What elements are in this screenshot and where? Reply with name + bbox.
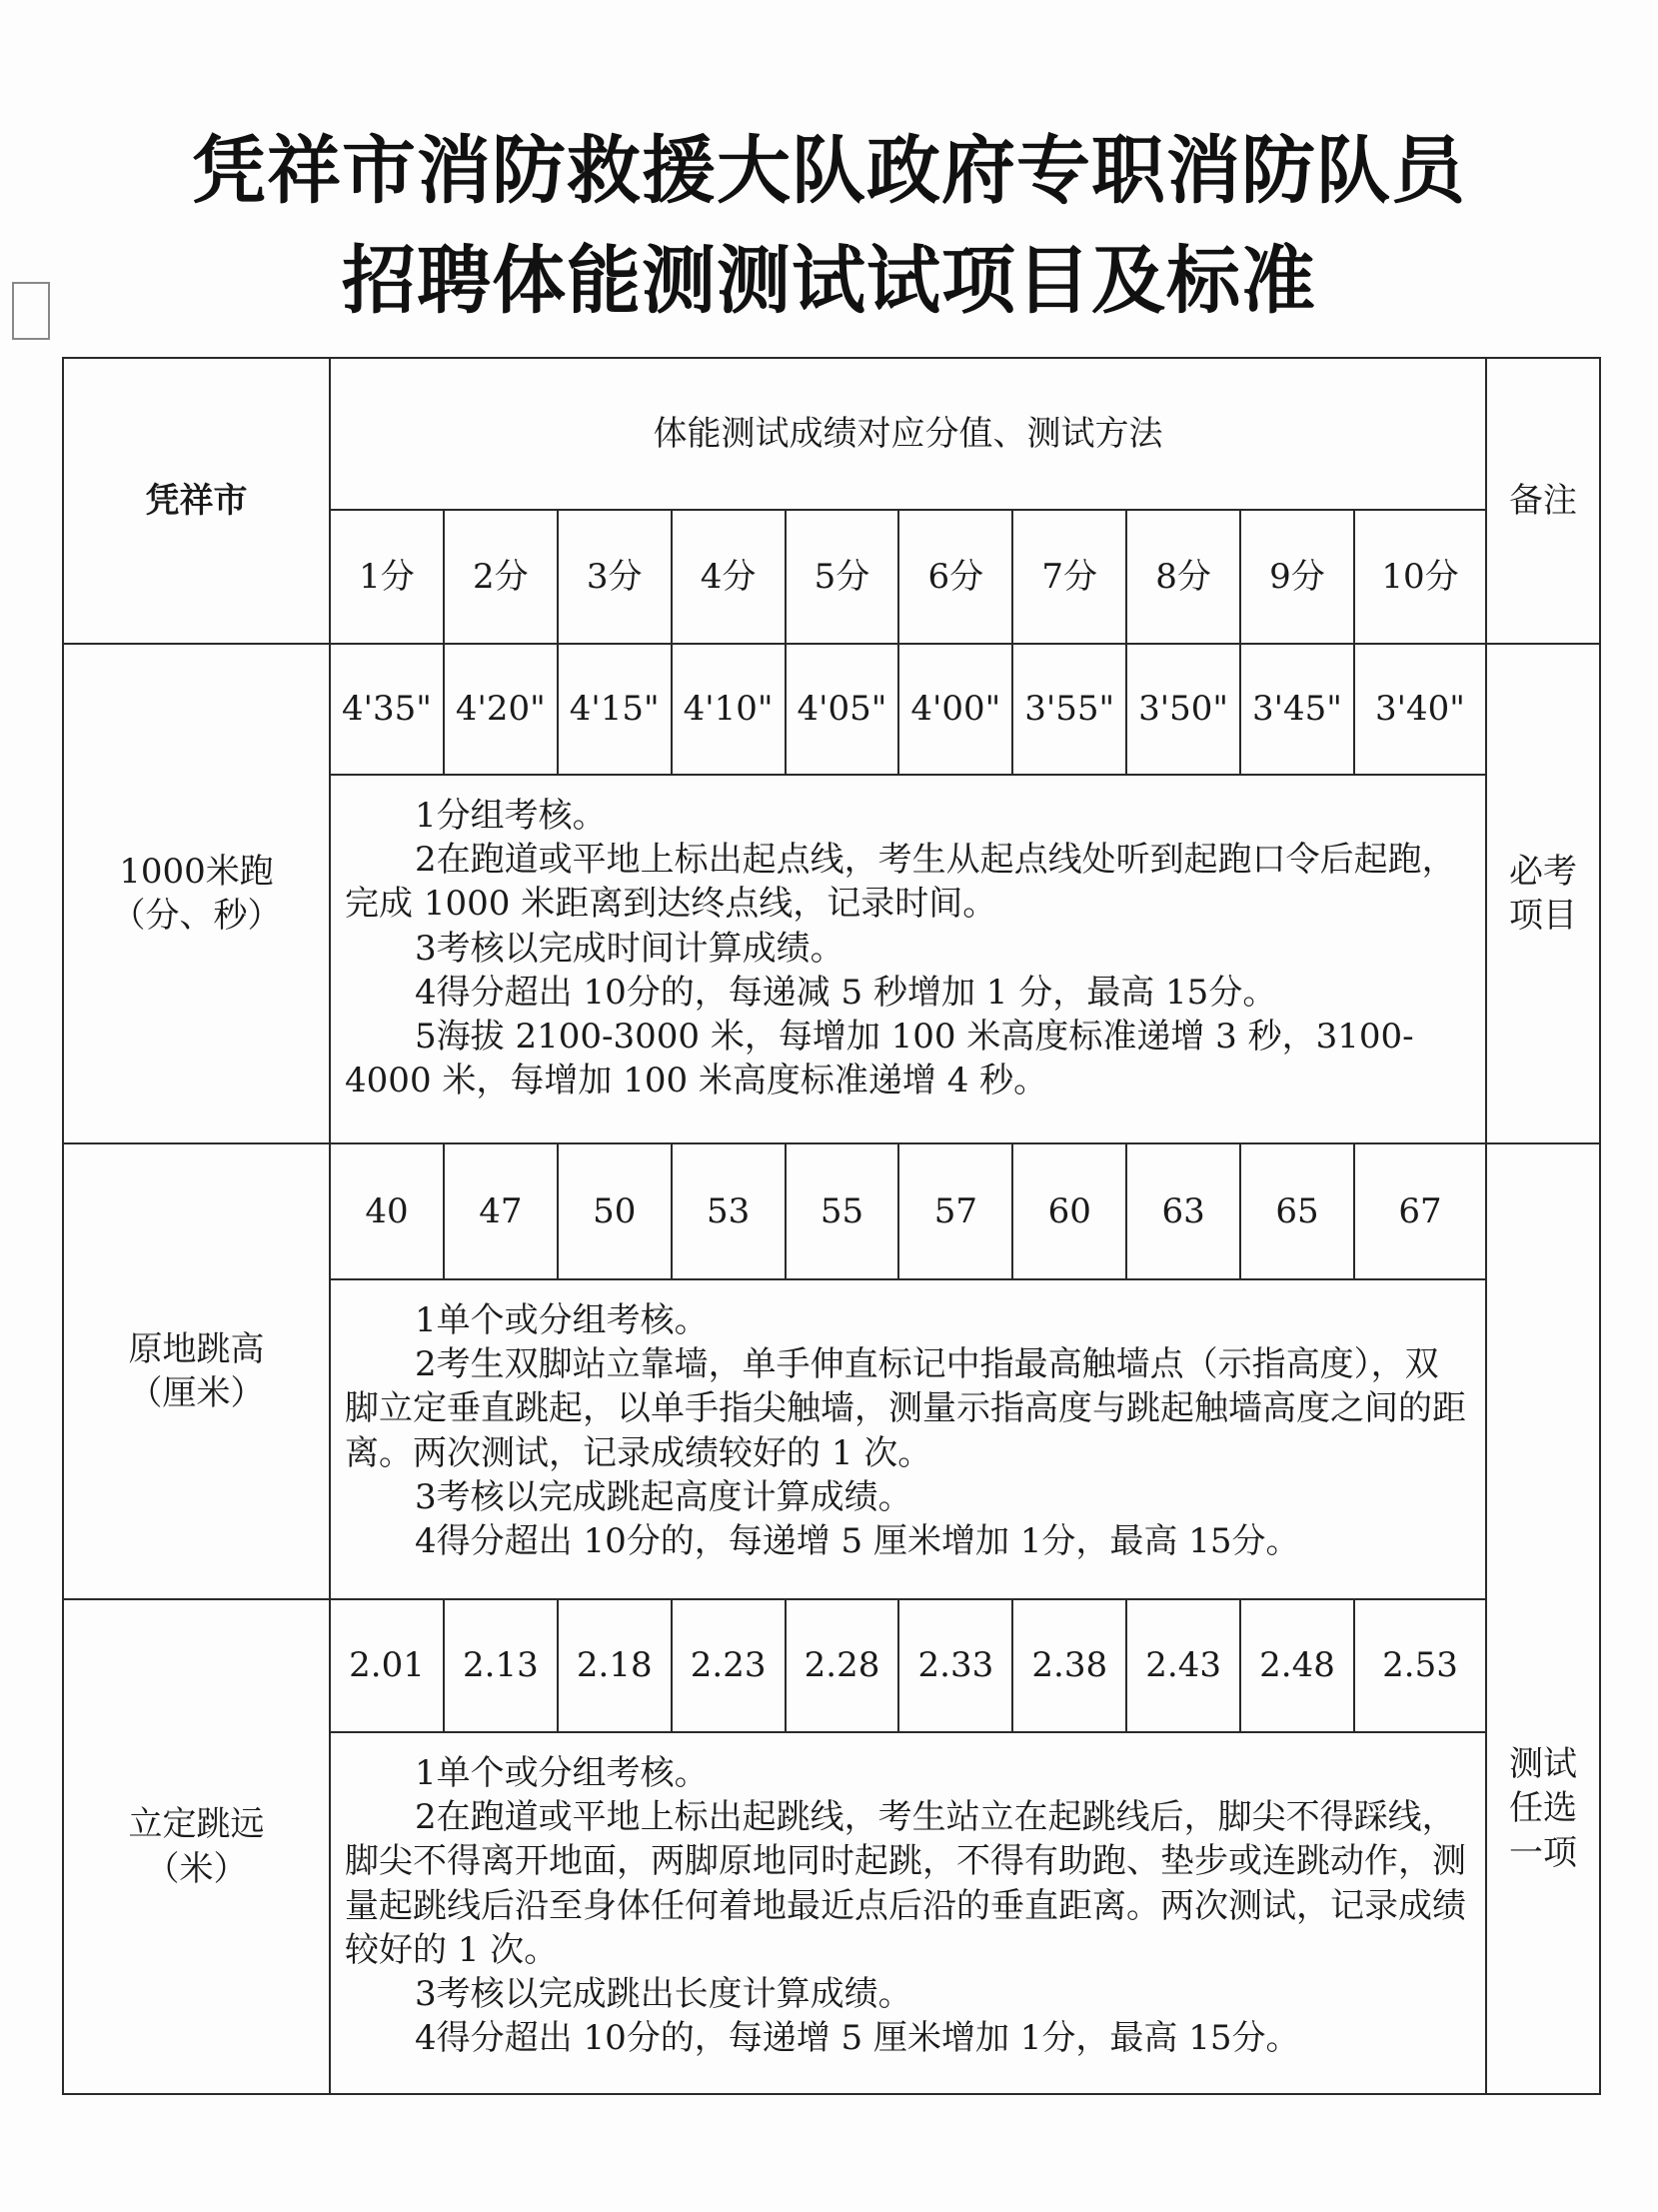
note-line: 必考 [1509, 851, 1578, 892]
score-header: 3分 [558, 510, 672, 644]
score-value: 57 [898, 1143, 1012, 1279]
score-value: 3'40" [1354, 644, 1486, 775]
score-header: 5分 [786, 510, 899, 644]
score-value: 67 [1354, 1143, 1486, 1279]
table-header: 体能测试成绩对应分值、测试方法 [330, 358, 1486, 510]
item-name-line: 1000米跑 [119, 851, 274, 892]
score-value: 47 [444, 1143, 558, 1279]
score-header: 2分 [444, 510, 558, 644]
score-value: 4'15" [558, 644, 672, 775]
document-title-line2: 招聘体能测测试试项目及标准 [342, 238, 1316, 324]
note-optional [1486, 1143, 1600, 2094]
score-value: 2.53 [1354, 1599, 1486, 1732]
score-value: 40 [330, 1143, 444, 1279]
score-header: 8分 [1126, 510, 1240, 644]
item-name-long-jump [63, 1599, 330, 2094]
method-step: 1单个或分组考核。 [415, 1753, 709, 1793]
score-value: 2.28 [786, 1599, 899, 1732]
method-step: 4得分超出 10分的，每递增 5 厘米增加 1分，最高 15分。 [415, 1520, 1300, 1561]
method-step: 3考核以完成跳起高度计算成绩。 [415, 1476, 912, 1517]
score-value: 4'00" [898, 644, 1012, 775]
score-value: 3'45" [1240, 644, 1354, 775]
score-value: 60 [1012, 1143, 1126, 1279]
score-value: 2.23 [672, 1599, 786, 1732]
method-step: 1单个或分组考核。 [415, 1300, 709, 1340]
score-value: 2.01 [330, 1599, 444, 1732]
item-unit-line: （厘米） [128, 1373, 265, 1413]
score-value: 2.33 [898, 1599, 1012, 1732]
score-header: 1分 [330, 510, 444, 644]
score-value: 63 [1126, 1143, 1240, 1279]
test-method-1000m [330, 775, 1486, 1143]
item-unit-line: （分、秒） [111, 896, 282, 936]
method-step: 5海拔 2100-3000 米，每增加 100 米高度标准递增 3 秒，3100-4000 米，每增加 100 米高度标准递增 4 秒。 [345, 1016, 1414, 1102]
score-value: 4'10" [672, 644, 786, 775]
item-name-line: 原地跳高 [128, 1328, 265, 1369]
score-value: 55 [786, 1143, 899, 1279]
document-title-line1: 凭祥市消防救援大队政府专职消防队员 [192, 128, 1466, 214]
score-value: 4'05" [786, 644, 899, 775]
score-value: 4'20" [444, 644, 558, 775]
note-line: 项目 [1509, 896, 1578, 936]
score-value: 3'55" [1012, 644, 1126, 775]
score-value: 50 [558, 1143, 672, 1279]
standards-table [62, 357, 1601, 2095]
item-name-high-jump [63, 1143, 330, 1599]
score-value: 2.48 [1240, 1599, 1354, 1732]
method-step: 1分组考核。 [415, 796, 607, 836]
score-header: 6分 [898, 510, 1012, 644]
score-value: 65 [1240, 1143, 1354, 1279]
item-unit-line: （米） [145, 1848, 248, 1889]
region-cell: 凭祥市 [63, 358, 330, 644]
note-required [1486, 644, 1600, 1143]
score-header: 9分 [1240, 510, 1354, 644]
margin-marker [12, 282, 50, 340]
note-line: 一项 [1509, 1832, 1578, 1873]
method-step: 4得分超出 10分的，每递增 5 厘米增加 1分，最高 15分。 [415, 2018, 1300, 2059]
score-value: 2.13 [444, 1599, 558, 1732]
method-step: 3考核以完成跳出长度计算成绩。 [415, 1973, 912, 2014]
method-step: 4得分超出 10分的，每递减 5 秒增加 1 分，最高 15分。 [415, 972, 1277, 1013]
score-value: 2.18 [558, 1599, 672, 1732]
item-name-1000m [63, 644, 330, 1143]
score-value: 2.38 [1012, 1599, 1126, 1732]
method-step: 2考生双脚站立靠墙，单手伸直标记中指最高触墙点（示指高度），双脚立定垂直跳起，以单手指尖触墙，测量示指高度与跳起触墙高度之间的距离。两次测试，记录成绩较好的 1 次。 [345, 1344, 1467, 1473]
note-line: 测试 [1509, 1744, 1578, 1785]
method-step: 2在跑道或平地上标出起跳线，考生站立在起跳线后，脚尖不得踩线，脚尖不得离开地面，两脚原地同时起跳，不得有助跑、垫步或连跳动作，测量起跳线后沿至身体任何着地最近点后沿的垂直距离。两次测试，记录成绩较好的 1 次。 [345, 1797, 1467, 1970]
score-value: 4'35" [330, 644, 444, 775]
test-method-long-jump [330, 1732, 1486, 2094]
method-step: 2在跑道或平地上标出起点线，考生从起点线处听到起跑口令后起跑，完成 1000 米距离到达终点线，记录时间。 [345, 840, 1456, 925]
item-name-line: 立定跳远 [128, 1804, 265, 1845]
score-value: 53 [672, 1143, 786, 1279]
score-header: 4分 [672, 510, 786, 644]
score-value: 3'50" [1126, 644, 1240, 775]
score-value: 2.43 [1126, 1599, 1240, 1732]
method-step: 3考核以完成时间计算成绩。 [415, 928, 844, 969]
score-header: 7分 [1012, 510, 1126, 644]
note-line: 任选 [1509, 1788, 1578, 1829]
test-method-high-jump [330, 1279, 1486, 1599]
score-header: 10分 [1354, 510, 1486, 644]
notes-header: 备注 [1486, 358, 1600, 644]
